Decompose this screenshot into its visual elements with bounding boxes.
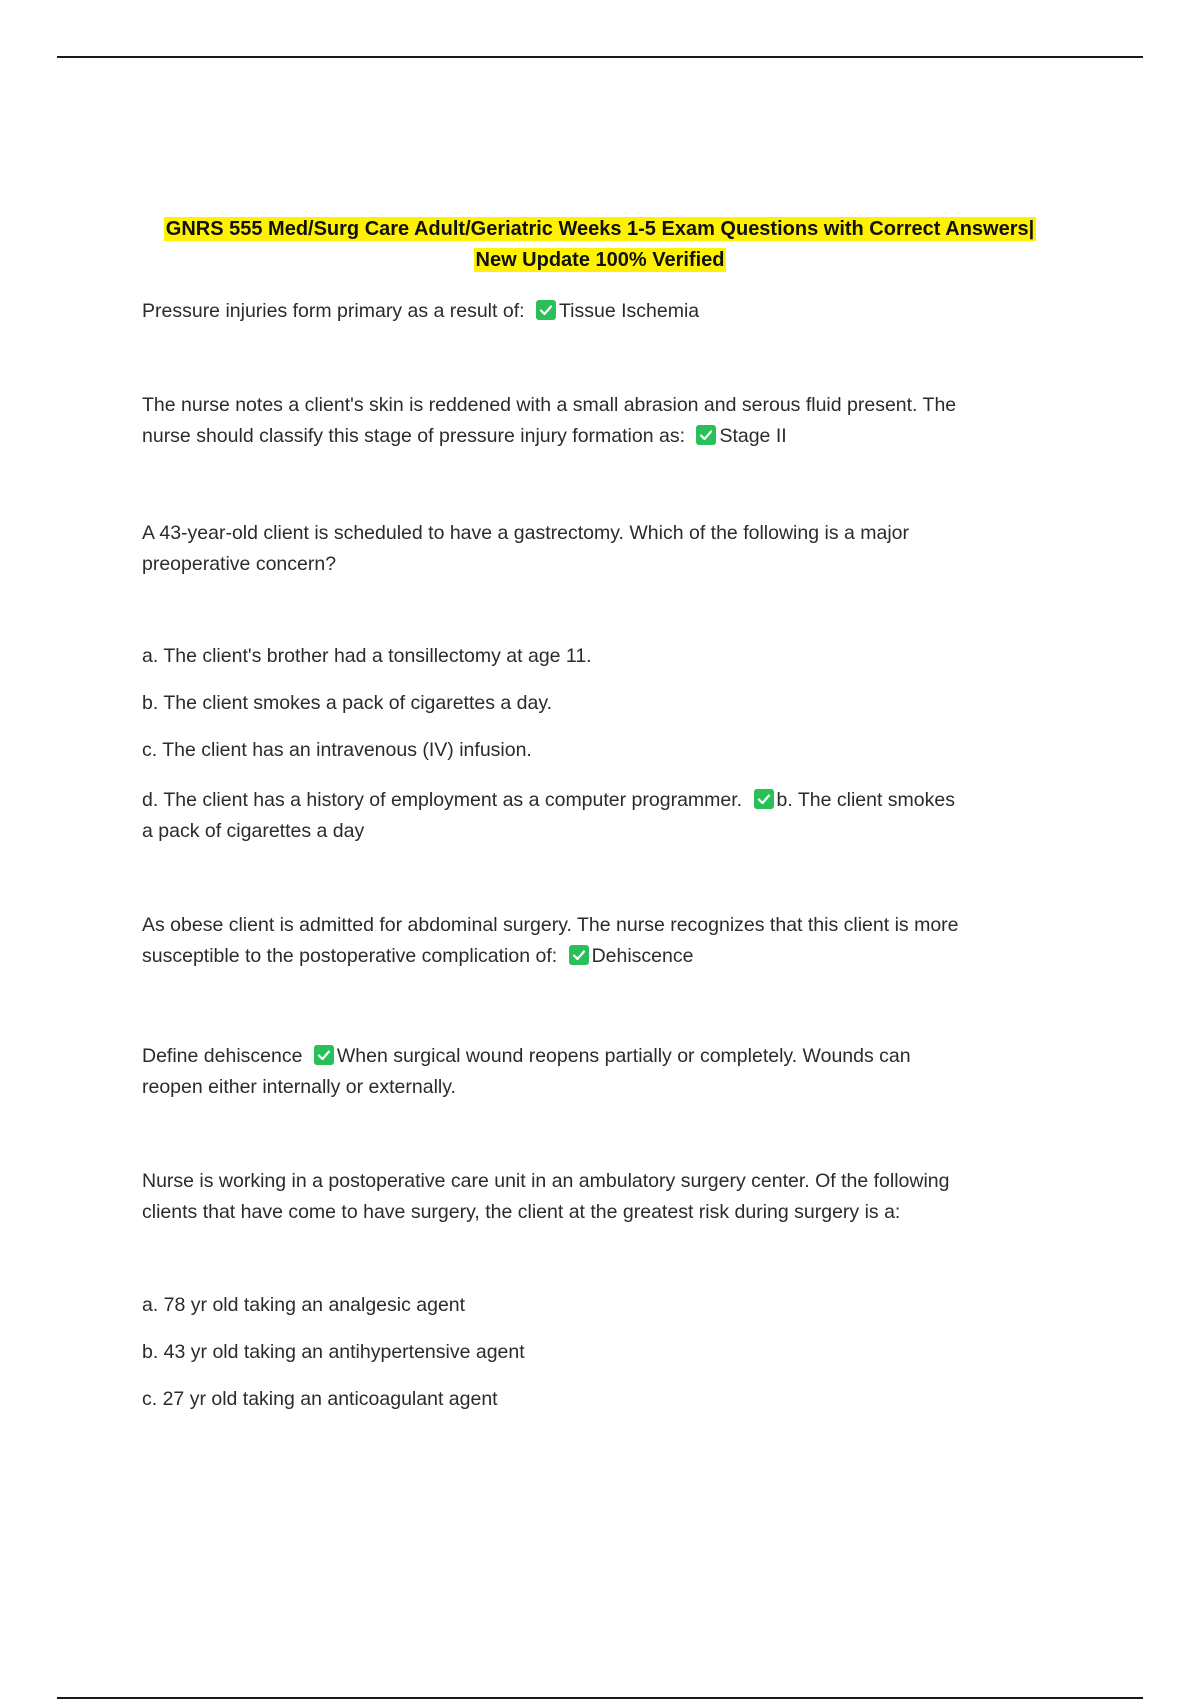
option-d-with-answer <box>142 785 1062 847</box>
check-box-icon <box>536 300 556 320</box>
check-box-icon <box>314 1045 334 1065</box>
option-text: b. The client smokes a pack of cigarettes a day. <box>142 692 553 714</box>
question-line-1: The nurse notes a client's skin is reddened with a small abrasion and serous fluid present. The <box>142 394 957 416</box>
document-title <box>140 214 1060 276</box>
check-box-icon <box>696 425 716 445</box>
option-c <box>142 1384 1062 1415</box>
option-b <box>142 1337 1062 1368</box>
option-text: c. The client has an intravenous (IV) infusion. <box>142 739 532 761</box>
check-box-icon <box>569 945 589 965</box>
qa-item-4 <box>142 910 1062 972</box>
question-text: Pressure injuries form primary as a result of: <box>142 300 525 322</box>
check-box-icon <box>754 789 774 809</box>
qa-item-6 <box>142 1166 1062 1228</box>
question-line-1: Nurse is working in a postoperative care unit in an ambulatory surgery center. Of the following <box>142 1170 950 1192</box>
option-c <box>142 735 1062 766</box>
top-rule <box>57 56 1143 58</box>
option-text: b. 43 yr old taking an antihypertensive agent <box>142 1341 525 1363</box>
qa-item-5 <box>142 1041 1062 1103</box>
option-text: c. 27 yr old taking an anticoagulant agent <box>142 1388 498 1410</box>
option-text: a. 78 yr old taking an analgesic agent <box>142 1294 466 1316</box>
qa-item-1 <box>142 296 1062 327</box>
answer-text: Stage II <box>719 425 787 447</box>
question-line-2: clients that have come to have surgery, the client at the greatest risk during surgery is a: <box>142 1201 901 1223</box>
option-b <box>142 688 1062 719</box>
question-line-2: preoperative concern? <box>142 553 337 575</box>
title-line-1: GNRS 555 Med/Surg Care Adult/Geriatric Weeks 1-5 Exam Questions with Correct Answers| <box>165 218 1035 240</box>
option-text: d. The client has a history of employment as a computer programmer. <box>142 789 743 811</box>
bottom-rule <box>57 1697 1143 1699</box>
answer-text: Dehiscence <box>591 945 694 967</box>
qa-item-2 <box>142 390 1062 452</box>
question-line-2: susceptible to the postoperative complication of: <box>142 945 558 967</box>
qa-item-3 <box>142 518 1062 580</box>
option-text: a. The client's brother had a tonsillectomy at age 11. <box>142 645 592 667</box>
question-text: Define dehiscence <box>142 1045 303 1067</box>
option-a <box>142 1290 1062 1321</box>
answer-line-2: a pack of cigarettes a day <box>142 820 365 842</box>
answer-line-2: reopen either internally or externally. <box>142 1076 456 1098</box>
answer-line-1: When surgical wound reopens partially or completely. Wounds can <box>336 1045 911 1067</box>
question-line-1: As obese client is admitted for abdominal surgery. The nurse recognizes that this client is more <box>142 914 959 936</box>
option-a <box>142 641 1062 672</box>
title-line-2: New Update 100% Verified <box>475 249 725 271</box>
question-line-1: A 43-year-old client is scheduled to have a gastrectomy. Which of the following is a major <box>142 522 910 544</box>
answer-line-1: b. The client smokes <box>776 789 955 811</box>
answer-text: Tissue Ischemia <box>558 300 700 322</box>
question-line-2: nurse should classify this stage of pressure injury formation as: <box>142 425 686 447</box>
